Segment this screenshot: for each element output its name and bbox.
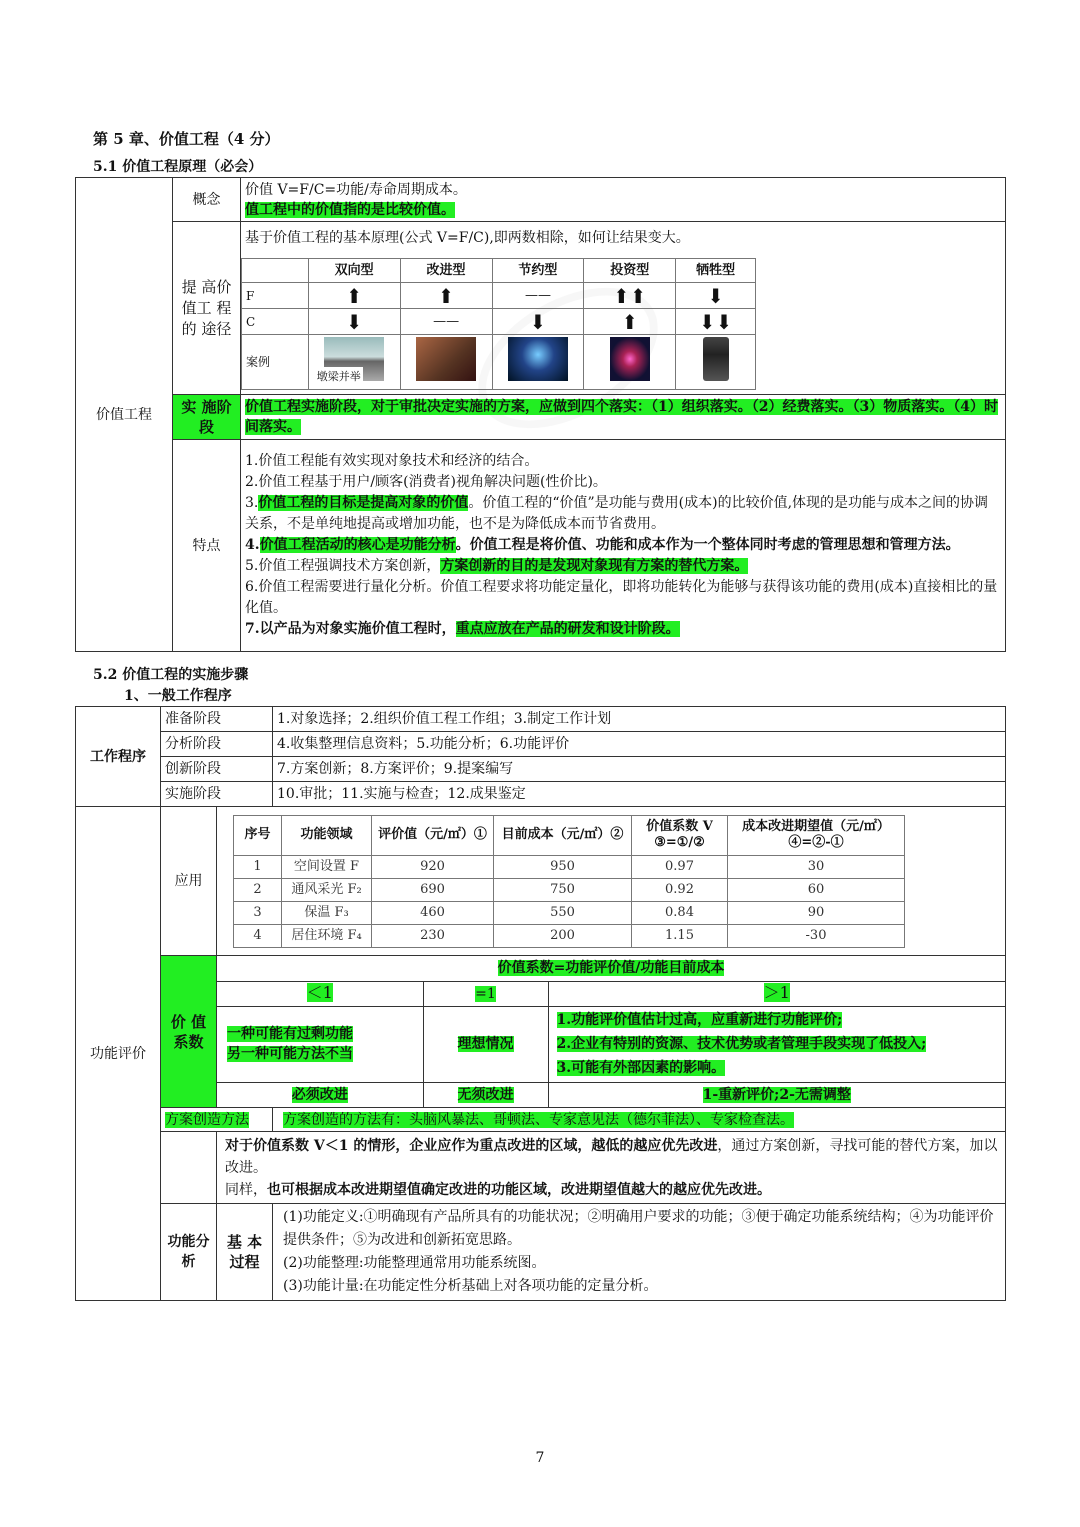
case-caption: 墩梁并举 <box>315 367 363 387</box>
application-label: 应用 <box>161 807 217 956</box>
ways-header-3: 投资型 <box>584 259 676 283</box>
note-2: 同样，也可根据成本改进期望值确定改进的功能区域，改进期望值越大的越应优先改进。 <box>225 1181 771 1198</box>
c-dash: —— <box>400 309 492 335</box>
eval-row: 3 保温 F₃ 460 550 0.84 90 <box>234 901 905 924</box>
eval-header-3: 目前成本（元/㎡）② <box>494 815 632 855</box>
row-f-label: F <box>242 283 309 309</box>
eval-header-5: 成本改进期望值（元/㎡）④=②-① <box>728 815 905 855</box>
gt-desc-2: 2.企业有特别的资源、技术优势或者管理手段实现了低投入; <box>556 1036 927 1052</box>
value-engineering-principle-table <box>75 177 1006 652</box>
notes-blank <box>161 1132 217 1204</box>
f-dash: —— <box>492 283 584 309</box>
f-arrow-down-icon: ⬇ <box>676 283 756 309</box>
analysis-label: 功能分析 <box>161 1204 217 1301</box>
ways-intro: 基于价值工程的基本原理(公式 V=F/C),即两数相除，如何让结果变大。 <box>245 230 690 246</box>
section-title-5-1: 5.1 价值工程原理（必会） <box>93 159 263 175</box>
chapter-title: 第 5 章、价值工程（4 分） <box>93 130 280 148</box>
lt-one: ＜1 <box>306 983 333 1002</box>
creation-label-cell <box>161 1108 273 1132</box>
cinema-image-icon <box>508 337 568 381</box>
steps-2: 7.方案创新；8.方案评价；9.提案编写 <box>273 757 1006 782</box>
eval-header-1: 功能领域 <box>282 815 372 855</box>
stage-3: 实施阶段 <box>161 782 273 807</box>
subsection-title: 1、一般工作程序 <box>124 688 232 704</box>
gt-one: ＞1 <box>763 983 790 1002</box>
case-image-cinema <box>492 335 584 390</box>
c-arrow-up-icon: ⬆ <box>584 309 676 335</box>
eval-row: 2 通风采光 F₂ 690 750 0.92 60 <box>234 878 905 901</box>
value-coefficient-cell <box>217 956 1006 1108</box>
feature-7: 7.以产品为对象实施价值工程时，重点应放在产品的研发和设计阶段。 <box>245 621 680 637</box>
feature-2: 2.价值工程基于用户/顾客(消费者)视角解决问题(性价比)。 <box>245 474 607 490</box>
eq-action: 无须改进 <box>457 1086 514 1103</box>
notes-cell <box>217 1132 1006 1204</box>
gt-desc-3: 3.可能有外部因素的影响。 <box>556 1060 726 1076</box>
features-cell <box>241 440 1006 652</box>
concept-label: 概念 <box>173 178 241 222</box>
ways-header-0: 双向型 <box>308 259 400 283</box>
ways-header-2: 节约型 <box>492 259 584 283</box>
row-c-label: C <box>242 309 309 335</box>
tower-image-icon <box>610 337 650 381</box>
ways-label: 提 高价 值工 程的 途径 <box>173 222 241 395</box>
stage-0: 准备阶段 <box>161 707 273 732</box>
eval-header-2: 评价值（元/㎡）① <box>372 815 494 855</box>
concept-line2: 值工程中的价值指的是比较价值。 <box>245 201 455 218</box>
analysis-line-1: (1)功能定义:①明确现有产品所具有的功能状况；②明确用户要求的功能；③便于确定功能系统结构；④为功能评价提供条件；⑤为改进和创新拓宽思路。 <box>283 1209 994 1248</box>
lt-action: 必须改进 <box>291 1086 348 1103</box>
room-image-icon <box>416 337 476 381</box>
case-image-room <box>400 335 492 390</box>
ways-cell <box>241 222 1006 395</box>
value-coefficient-label: 价 值系数 <box>161 956 217 1108</box>
case-image-tower <box>584 335 676 390</box>
procedure-label: 工作程序 <box>76 707 161 807</box>
steps-3: 10.审批；11.实施与检查；12.成果鉴定 <box>273 782 1006 807</box>
f-arrow-up-icon: ⬆ <box>308 283 400 309</box>
gt-action: 1-重新评价;2-无需调整 <box>702 1086 851 1103</box>
stage-1: 分析阶段 <box>161 732 273 757</box>
eval-row: 1 空间设置 F 920 950 0.97 30 <box>234 855 905 878</box>
concept-cell <box>241 178 1006 222</box>
note-1: 对于价值系数 V＜1 的情形，企业应作为重点改进的区域，越低的越应优先改进，通过方案创新，寻找可能的替代方案，加以改进。 <box>225 1137 998 1176</box>
value-coefficient-table <box>217 956 1005 1107</box>
stage-2: 创新阶段 <box>161 757 273 782</box>
case-image-bridge <box>308 335 400 390</box>
steps-0: 1.对象选择；2.组织价值工程工作组；3.制定工作计划 <box>273 707 1006 732</box>
ways-header-4: 牺牲型 <box>676 259 756 283</box>
eq-desc: 理想情况 <box>457 1036 514 1052</box>
gt-desc-1: 1.功能评价值估计过高，应重新进行功能评价; <box>556 1012 843 1028</box>
feature-4: 4.价值工程活动的核心是功能分析。价值工程是将价值、功能和成本作为一个整体同时考虑的管理思想和管理方法。 <box>245 537 960 553</box>
impl-text: 价值工程实施阶段，对于审批决定实施的方案，应做到四个落实：（1）组织落实。（2）经费落实。（3）物质落实。（4）时间落实。 <box>245 399 998 435</box>
phone-image-icon <box>703 337 729 381</box>
concept-line1: 价值 V=F/C=功能/寿命周期成本。 <box>245 181 467 198</box>
creation-label: 方案创造方法 <box>165 1111 249 1128</box>
c-arrow-down-icon: ⬇ <box>492 309 584 335</box>
eval-header-4: 价值系数 V ③=①/② <box>632 815 728 855</box>
analysis-line-2: (2)功能整理:功能整理通常用功能系统图。 <box>283 1255 546 1271</box>
c-arrow-down-icon: ⬇ <box>308 309 400 335</box>
steps-1: 4.收集整理信息资料；5.功能分析；6.功能评价 <box>273 732 1006 757</box>
ways-header-blank <box>242 259 309 283</box>
f-arrow-up-icon: ⬆ <box>400 283 492 309</box>
evaluation-label: 功能评价 <box>76 807 161 1301</box>
analysis-cell <box>273 1204 1006 1301</box>
eq-one: =1 <box>475 985 496 1002</box>
impl-label: 实 施阶段 <box>173 395 241 440</box>
lt-desc-1: 一种可能有过剩功能 <box>227 1026 353 1042</box>
analysis-line-3: (3)功能计量:在功能定性分析基础上对各项功能的定量分析。 <box>283 1278 658 1294</box>
f-double-arrow-up-icon: ⬆⬆ <box>584 283 676 309</box>
section-title-5-2: 5.2 价值工程的实施步骤 <box>93 667 249 683</box>
feature-1: 1.价值工程能有效实现对象技术和经济的结合。 <box>245 453 539 469</box>
analysis-sub-label: 基 本过程 <box>217 1204 273 1301</box>
feature-5: 5.价值工程强调技术方案创新，方案创新的目的是发现对象现有方案的替代方案。 <box>245 558 749 574</box>
row-label-value-engineering: 价值工程 <box>76 178 173 652</box>
c-double-arrow-down-icon: ⬇⬇ <box>676 309 756 335</box>
implementation-steps-table <box>75 706 1006 1301</box>
lt-desc-2: 另一种可能方法不当 <box>227 1046 353 1062</box>
formula: 价值系数=功能评价值/功能目前成本 <box>497 960 725 977</box>
creation-text: 方案创造的方法有：头脑风暴法、哥顿法、专家意见法（德尔菲法）、专家检查法。 <box>283 1111 794 1128</box>
features-label: 特点 <box>173 440 241 652</box>
eval-header-0: 序号 <box>234 815 282 855</box>
case-image-phone <box>676 335 756 390</box>
eval-row: 4 居住环境 F₄ 230 200 1.15 -30 <box>234 924 905 947</box>
page-number: 7 <box>535 1450 545 1466</box>
feature-6: 6.价值工程需要进行量化分析。价值工程要求将功能定量化，即将功能转化为能够与获得该功能的费用(成本)直接相比的量化值。 <box>245 579 998 616</box>
application-cell <box>217 807 1006 956</box>
feature-3: 3.价值工程的目标是提高对象的价值。价值工程的“价值”是功能与费用(成本)的比较价值,体现的是功能与成本之间的协调关系，不是单纯地提高或增加功能，也不是为降低成本而节省费用。 <box>245 495 989 532</box>
ways-header-1: 改进型 <box>400 259 492 283</box>
evaluation-table <box>233 815 905 948</box>
row-case-label: 案例 <box>242 335 309 390</box>
ways-type-table <box>241 258 756 390</box>
